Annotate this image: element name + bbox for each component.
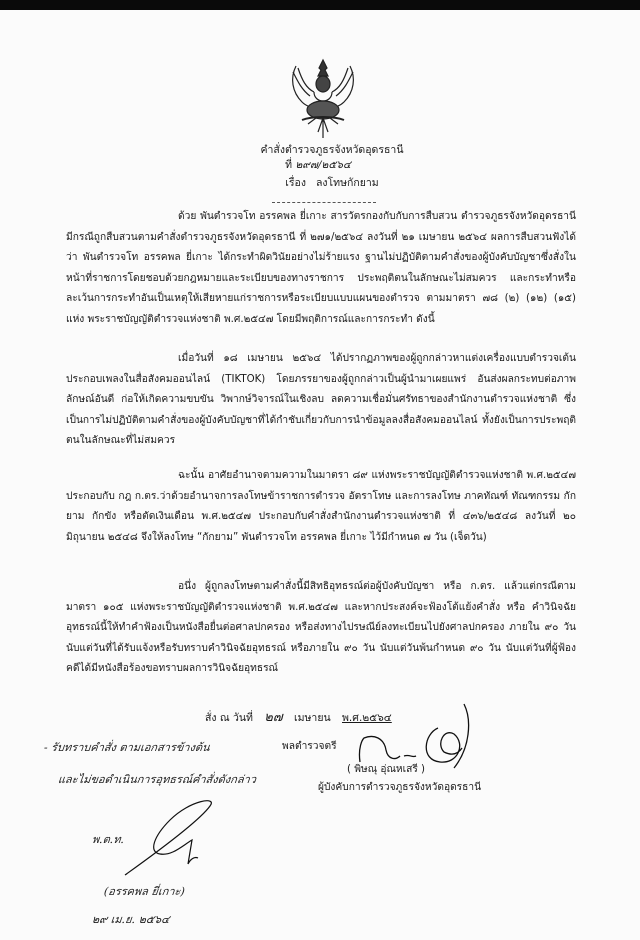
order-year: พ.ศ.๒๕๖๔ — [342, 712, 392, 724]
issuer: คำสั่งตำรวจภูธรจังหวัดอุดรธานี — [260, 144, 404, 156]
paragraph-1-text: ด้วย พันตำรวจโท อรรคพล ยี่เกาะ สารวัตรกองกับกับการสืบสวน ตำรวจภูธรจังหวัดอุดรธานี มีกรณีถูกสืบสวนตามคำสั่งตำรวจภูธรจังหวัดอุดรธานี ที่ ๒๗๑/๒๕๖๔ ลงวันที่ ๒๑ เมษายน ๒๕๖๔ ผลการสืบสวนฟังได้ว่า พันตำรวจโท อรรคพล ยี่เกาะ ได้กระทำผิดวินัยอย่างไม่ร้ายแรง ฐานไม่ปฏิบัติตามคำสั่งของผู้บังคับบัญชาซึ่งสั่งในหน้าที่ราชการโดยชอบด้วยกฎหมายและระเบียบของทางราชการ ประพฤติตนในลักษณะไม่สมควร และกระทำหรือละเว้นการกระทำอันเป็นเหตุให้เสียหายแก่ราชการหรือระเบียบแบบแผนของตำรวจ ตามมาตรา ๗๘ (๒) (๑๒) (๑๕) แห่ง พระราชบัญญัติตำรวจแห่งชาติ พ.ศ.๒๕๔๗ โดยมีพฤติการณ์และการกระทำ ดังนี้ — [66, 211, 576, 325]
order-day: ๒๗ — [264, 710, 283, 725]
commander-signature — [340, 700, 490, 770]
handwritten-acknowledgement-line1: - รับทราบคำสั่ง ตามเอกสารข้างต้น — [43, 741, 211, 754]
ordered-label: สั่ง ณ วันที่ — [205, 712, 253, 724]
handwritten-rank: พ.ต.ท. — [91, 833, 125, 846]
handwritten-acknowledgement-line2: และไม่ขอดำเนินการอุทธรณ์คำสั่งดังกล่าว — [57, 773, 257, 786]
officer-signature — [120, 790, 220, 890]
issuer-line — [0, 143, 640, 157]
order-month: เมษายน — [294, 712, 331, 724]
separator-line — [272, 202, 376, 203]
document-page — [0, 10, 640, 940]
subject: ลงโทษกักยาม — [315, 177, 379, 189]
subject-label: เรื่อง — [285, 177, 306, 189]
order-number-line — [0, 158, 640, 172]
paragraph-4 — [66, 577, 576, 680]
top-dark-border — [0, 0, 640, 10]
number-prefix: ที่ — [285, 159, 293, 171]
paragraph-4-text: อนึ่ง ผู้ถูกลงโทษตามคำสั่งนี้มีสิทธิอุทธรณ์ต่อผู้บังคับบัญชา หรือ ก.ตร. แล้วแต่กรณีตามมาตรา ๑๐๕ แห่งพระราชบัญญัติตำรวจแห่งชาติ พ.ศ.๒๕๔๗ และหากประสงค์จะฟ้องโต้แย้งคำสั่ง หรือ คำวินิจฉัยอุทธรณ์นี้ให้ทำคำฟ้องเป็นหนังสือยื่นต่อศาลปกครอง หรือส่งทางไปรษณีย์ลงทะเบียนไปยังศาลปกครอง ภายใน ๙๐ วัน นับแต่วันที่ได้รับแจ้งหรือรับทราบคำวินิจฉัยอุทธรณ์ หรือภายใน ๙๐ วัน นับแต่วันพ้นกำหนด ๙๐ วัน นับแต่วันที่ผู้ฟ้องคดีได้มีหนังสือร้องขอทราบผลการวินิจฉัยอุทธรณ์ — [66, 581, 576, 674]
handwritten-officer-name: (อรรคพล ยี่เกาะ) — [103, 885, 186, 898]
commander-rank: พลตำรวจตรี — [282, 741, 337, 752]
order-number: ๒๙๗/๒๕๖๔ — [295, 159, 351, 171]
paragraph-2-text: เมื่อวันที่ ๑๘ เมษายน ๒๕๖๔ ได้ปรากฏภาพของผู้ถูกกล่าวหาแต่งเครื่องแบบตำรวจเต้นประกอบเพลงในสื่อสังคมออนไลน์ (TIKTOK) โดยภรรยาของผู้ถูกกล่าวเป็นผู้นำมาเผยแพร่ อันส่งผลกระทบต่อภาพลักษณ์อันดี ก่อให้เกิดความขบขัน วิพากษ์วิจารณ์ในเชิงลบ ลดความเชื่อมั่นศรัทธาของสำนักงานตำรวจแห่งชาติ ซึ่งเป็นการไม่ปฏิบัติตามคำสั่งของผู้บังคับบัญชาที่ได้กำชับเกี่ยวกับการนำข้อมูลลงสื่อสังคมออนไลน์ ทั้งยังเป็นการประพฤติตนในลักษณะที่ไม่สมควร — [66, 353, 576, 446]
garuda-emblem-icon — [288, 58, 358, 140]
subject-line — [0, 176, 640, 190]
paragraph-1 — [66, 207, 576, 330]
handwritten-date: ๒๙ เม.ย. ๒๕๖๔ — [91, 913, 171, 926]
paragraph-3-text: ฉะนั้น อาศัยอำนาจตามความในมาตรา ๘๙ แห่งพระราชบัญญัติตำรวจแห่งชาติ พ.ศ.๒๕๔๗ ประกอบกับ กฎ ก.ตร.ว่าด้วยอำนาจการลงโทษข้าราชการตำรวจ อัตราโทษ และการลงโทษ ภาคทัณฑ์ ทัณฑกรรม กักยาม กักขัง หรือตัดเงินเดือน พ.ศ.๒๕๔๗ ประกอบกับคำสั่งสำนักงานตำรวจแห่งชาติ ที่ ๔๓๖/๒๕๔๘ ลงวันที่ ๒๐ มิถุนายน ๒๕๔๘ จึงให้ลงโทษ “กักยาม” พันตำรวจโท อรรคพล ยี่เกาะ ไว้มีกำหนด ๗ วัน (เจ็ดวัน) — [66, 470, 576, 543]
paragraph-3 — [66, 466, 576, 548]
commander-name: ( พิษณุ อุ่ณหเสรี ) — [347, 764, 426, 775]
commander-position: ผู้บังคับการตำรวจภูธรจังหวัดอุดรธานี — [318, 782, 482, 793]
paragraph-2 — [66, 349, 576, 452]
